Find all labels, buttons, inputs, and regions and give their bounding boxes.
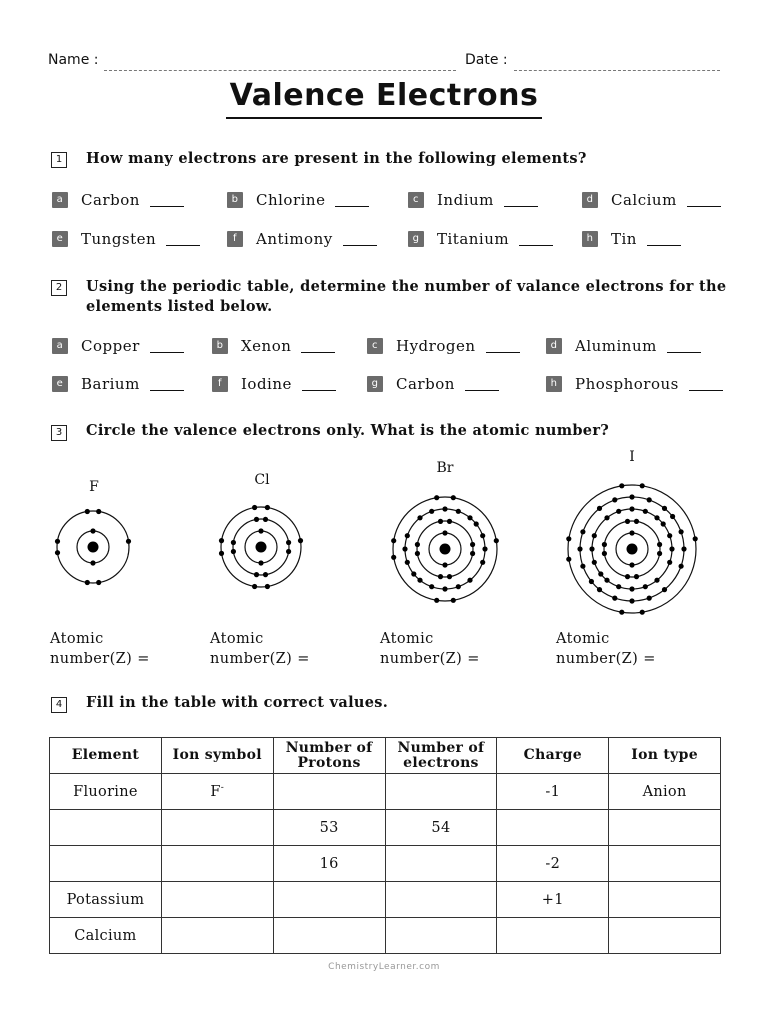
q2-item-g (367, 375, 499, 393)
question-4-number: 4 (51, 697, 67, 713)
nucleus (627, 544, 638, 555)
item-label: Carbon (396, 375, 455, 393)
header-element: Element (50, 738, 162, 774)
answer-blank[interactable] (647, 233, 681, 246)
electron[interactable] (616, 509, 621, 514)
header-ion-type: Ion type (609, 738, 721, 774)
electron[interactable] (480, 560, 485, 565)
badge: h (546, 376, 562, 392)
answer-blank[interactable] (150, 378, 184, 391)
electron[interactable] (90, 560, 95, 565)
item-label: Barium (81, 375, 140, 393)
q2-item-h (546, 375, 723, 393)
electron[interactable] (417, 578, 422, 583)
badge: a (52, 192, 68, 208)
answer-blank[interactable] (343, 233, 377, 246)
cell-ion-symbol[interactable] (161, 882, 273, 918)
cell-protons[interactable]: 53 (273, 810, 385, 846)
cell-element[interactable]: Potassium (50, 882, 162, 918)
nucleus (88, 542, 99, 553)
electron[interactable] (640, 610, 645, 615)
electron[interactable] (391, 538, 396, 543)
badge: c (367, 338, 383, 354)
electron[interactable] (629, 598, 634, 603)
badge: e (52, 376, 68, 392)
electron[interactable] (616, 584, 621, 589)
electron[interactable] (667, 560, 672, 565)
electron[interactable] (598, 571, 603, 576)
electron[interactable] (405, 560, 410, 565)
electron[interactable] (429, 509, 434, 514)
electron[interactable] (647, 497, 652, 502)
bohr-atom-cl (219, 505, 303, 589)
atom-cl-symbol: Cl (254, 472, 270, 488)
electron[interactable] (602, 551, 607, 556)
cell-electrons[interactable]: 54 (385, 810, 497, 846)
electron[interactable] (589, 546, 594, 551)
badge: f (212, 376, 228, 392)
badge: a (52, 338, 68, 354)
electron[interactable] (434, 495, 439, 500)
date-field[interactable] (514, 56, 720, 71)
answer-blank[interactable] (465, 378, 499, 391)
electron[interactable] (286, 540, 291, 545)
table-row (50, 810, 721, 846)
electron[interactable] (654, 515, 659, 520)
atomic-number-cl: Atomic number(Z) = (210, 631, 310, 667)
electron[interactable] (258, 528, 263, 533)
electron[interactable] (126, 539, 131, 544)
q1-item-h (582, 230, 681, 248)
cell-electrons[interactable] (385, 882, 497, 918)
electron[interactable] (405, 533, 410, 538)
q2-item-e (52, 375, 184, 393)
badge: e (52, 231, 68, 247)
electron[interactable] (654, 578, 659, 583)
nucleus (256, 542, 267, 553)
cell-ion-symbol[interactable] (161, 918, 273, 954)
electron[interactable] (612, 596, 617, 601)
electron[interactable] (597, 587, 602, 592)
table-row (50, 846, 721, 882)
answer-blank[interactable] (335, 194, 369, 207)
electron[interactable] (447, 574, 452, 579)
answer-blank[interactable] (687, 194, 721, 207)
electron[interactable] (254, 572, 259, 577)
electron[interactable] (286, 549, 291, 554)
electron[interactable] (55, 550, 60, 555)
atomic-number-br: Atomic number(Z) = (380, 631, 480, 667)
electron[interactable] (619, 610, 624, 615)
header-ion-symbol: Ion symbol (161, 738, 273, 774)
question-1-number: 1 (51, 152, 67, 168)
electron[interactable] (442, 562, 447, 567)
cell-ion-type[interactable] (609, 810, 721, 846)
electron[interactable] (679, 564, 684, 569)
cell-protons[interactable]: 16 (273, 846, 385, 882)
cell-element[interactable] (50, 846, 162, 882)
question-3-number: 3 (51, 425, 67, 441)
electron[interactable] (597, 506, 602, 511)
electron[interactable] (265, 584, 270, 589)
item-label: Aluminum (575, 337, 657, 355)
cell-protons[interactable] (273, 774, 385, 810)
item-label: Carbon (81, 191, 140, 209)
electron[interactable] (604, 515, 609, 520)
electron[interactable] (467, 578, 472, 583)
electron[interactable] (231, 540, 236, 545)
question-2-number: 2 (51, 280, 67, 296)
table-row (50, 882, 721, 918)
electron[interactable] (456, 584, 461, 589)
item-label: Xenon (241, 337, 292, 355)
question-1-text: How many electrons are present in the following elements? (86, 150, 587, 167)
footer-credit: ChemistryLearner.com (328, 962, 440, 972)
item-label: Hydrogen (396, 337, 476, 355)
electron[interactable] (258, 560, 263, 565)
electron[interactable] (470, 551, 475, 556)
electron[interactable] (693, 536, 698, 541)
date-label: Date : (465, 52, 508, 68)
q1-item-f (227, 230, 377, 248)
cell-protons[interactable] (273, 918, 385, 954)
atom-i-symbol: I (629, 449, 635, 465)
item-label: Tungsten (81, 230, 157, 248)
badge: g (367, 376, 383, 392)
electron[interactable] (647, 596, 652, 601)
electron[interactable] (90, 528, 95, 533)
electron[interactable] (470, 542, 475, 547)
electron[interactable] (442, 506, 447, 511)
electron[interactable] (451, 598, 456, 603)
electron[interactable] (402, 546, 407, 551)
electron[interactable] (625, 574, 630, 579)
answer-blank[interactable] (150, 340, 184, 353)
electron[interactable] (602, 542, 607, 547)
electron[interactable] (592, 560, 597, 565)
q2-item-d (546, 337, 701, 355)
bohr-atom-f (55, 509, 131, 585)
name-field[interactable] (104, 56, 456, 71)
cell-ion-type[interactable] (609, 882, 721, 918)
electron[interactable] (96, 509, 101, 514)
item-label: Phosphorous (575, 375, 679, 393)
electron[interactable] (494, 538, 499, 543)
electron[interactable] (482, 546, 487, 551)
badge: h (582, 231, 598, 247)
electron[interactable] (447, 519, 452, 524)
cell-charge[interactable]: +1 (497, 882, 609, 918)
electron[interactable] (415, 551, 420, 556)
answer-blank[interactable] (150, 194, 184, 207)
item-label: Copper (81, 337, 140, 355)
badge: d (582, 192, 598, 208)
q1-item-c (408, 191, 538, 209)
electron[interactable] (85, 509, 90, 514)
cell-electrons[interactable] (385, 846, 497, 882)
electron[interactable] (467, 515, 472, 520)
electron[interactable] (219, 538, 224, 543)
item-label: Indium (437, 191, 494, 209)
electron[interactable] (566, 557, 571, 562)
electron[interactable] (667, 533, 672, 538)
q1-item-e (52, 230, 200, 248)
electron[interactable] (438, 574, 443, 579)
header-electrons: Number of electrons (385, 738, 497, 774)
badge: b (227, 192, 243, 208)
electron[interactable] (480, 533, 485, 538)
electron[interactable] (634, 519, 639, 524)
electron[interactable] (612, 497, 617, 502)
cell-charge[interactable] (497, 918, 609, 954)
electron[interactable] (604, 578, 609, 583)
cell-electrons[interactable] (385, 918, 497, 954)
electron[interactable] (662, 506, 667, 511)
item-label: Titanium (437, 230, 510, 248)
question-4-text: Fill in the table with correct values. (86, 694, 389, 711)
atomic-number-i: Atomic number(Z) = (556, 631, 656, 667)
badge: b (212, 338, 228, 354)
electron[interactable] (456, 509, 461, 514)
answer-blank[interactable] (302, 378, 336, 391)
cell-ion-type[interactable]: Anion (609, 774, 721, 810)
cell-electrons[interactable] (385, 774, 497, 810)
electron[interactable] (657, 551, 662, 556)
electron[interactable] (577, 546, 582, 551)
electron[interactable] (442, 586, 447, 591)
electron[interactable] (411, 571, 416, 576)
electron[interactable] (429, 584, 434, 589)
electron[interactable] (640, 483, 645, 488)
electron[interactable] (417, 515, 422, 520)
item-label: Tin (611, 230, 637, 248)
electron[interactable] (681, 546, 686, 551)
electron[interactable] (643, 584, 648, 589)
badge: g (408, 231, 424, 247)
cell-element[interactable]: Calcium (50, 918, 162, 954)
electron[interactable] (263, 572, 268, 577)
electron[interactable] (252, 584, 257, 589)
answer-blank[interactable] (667, 340, 701, 353)
table-header-row (50, 738, 721, 774)
electron[interactable] (619, 483, 624, 488)
electron[interactable] (263, 517, 268, 522)
cell-ion-symbol[interactable]: F- (161, 774, 273, 810)
electron[interactable] (474, 521, 479, 526)
electron[interactable] (643, 509, 648, 514)
electron[interactable] (669, 546, 674, 551)
q2-item-c (367, 337, 520, 355)
cell-element[interactable] (50, 810, 162, 846)
cell-charge[interactable]: -1 (497, 774, 609, 810)
item-label: Calcium (611, 191, 677, 209)
answer-blank[interactable] (519, 233, 553, 246)
answer-blank[interactable] (504, 194, 538, 207)
cell-ion-symbol[interactable] (161, 846, 273, 882)
ion-table (49, 737, 721, 954)
electron[interactable] (629, 586, 634, 591)
answer-blank[interactable] (486, 340, 520, 353)
electron[interactable] (629, 506, 634, 511)
electron[interactable] (566, 536, 571, 541)
item-label: Iodine (241, 375, 292, 393)
nucleus (440, 544, 451, 555)
electron[interactable] (451, 495, 456, 500)
cell-ion-symbol[interactable] (161, 810, 273, 846)
electron[interactable] (434, 598, 439, 603)
page-title: Valence Electrons (0, 78, 768, 113)
electron[interactable] (592, 533, 597, 538)
electron[interactable] (85, 580, 90, 585)
badge: c (408, 192, 424, 208)
electron[interactable] (629, 562, 634, 567)
cell-element[interactable]: Fluorine (50, 774, 162, 810)
electron[interactable] (96, 580, 101, 585)
q1-item-a (52, 191, 184, 209)
cell-charge[interactable] (497, 810, 609, 846)
q2-item-a (52, 337, 184, 355)
cell-charge[interactable]: -2 (497, 846, 609, 882)
atom-br-symbol: Br (436, 460, 454, 476)
q2-item-f (212, 375, 336, 393)
electron[interactable] (670, 514, 675, 519)
electron[interactable] (231, 549, 236, 554)
question-2-line1: Using the periodic table, determine the number of valance electrons for the (86, 278, 727, 295)
electron[interactable] (254, 517, 259, 522)
bohr-atom-br (391, 495, 499, 603)
q1-item-g (408, 230, 553, 248)
cell-ion-type[interactable] (609, 846, 721, 882)
electron[interactable] (265, 505, 270, 510)
electron[interactable] (580, 529, 585, 534)
item-label: Chlorine (256, 191, 326, 209)
answer-blank[interactable] (166, 233, 200, 246)
electron[interactable] (415, 542, 420, 547)
electron[interactable] (438, 519, 443, 524)
electron[interactable] (580, 564, 585, 569)
question-3-text: Circle the valence electrons only. What is the atomic number? (86, 422, 610, 439)
electron[interactable] (391, 555, 396, 560)
electron[interactable] (662, 587, 667, 592)
electron[interactable] (679, 529, 684, 534)
electron[interactable] (657, 542, 662, 547)
q1-item-b (227, 191, 369, 209)
electron[interactable] (219, 551, 224, 556)
electron[interactable] (634, 574, 639, 579)
electron[interactable] (629, 530, 634, 535)
electron[interactable] (629, 494, 634, 499)
cell-protons[interactable] (273, 882, 385, 918)
electron[interactable] (55, 539, 60, 544)
q2-item-b (212, 337, 335, 355)
electron[interactable] (252, 505, 257, 510)
atomic-number-f: Atomic number(Z) = (50, 631, 150, 667)
electron[interactable] (442, 530, 447, 535)
electron[interactable] (625, 519, 630, 524)
header-protons: Number of Protons (273, 738, 385, 774)
cell-ion-type[interactable] (609, 918, 721, 954)
answer-blank[interactable] (301, 340, 335, 353)
header-charge: Charge (497, 738, 609, 774)
bohr-diagrams (0, 440, 768, 630)
table-row (50, 918, 721, 954)
name-label: Name : (48, 52, 99, 68)
electron[interactable] (661, 521, 666, 526)
badge: f (227, 231, 243, 247)
electron[interactable] (298, 538, 303, 543)
question-2-line2: elements listed below. (86, 298, 273, 315)
answer-blank[interactable] (689, 378, 723, 391)
bohr-atom-i (566, 483, 698, 615)
electron[interactable] (589, 579, 594, 584)
item-label: Antimony (256, 230, 333, 248)
table-row (50, 774, 721, 810)
atom-f-symbol: F (89, 479, 99, 495)
badge: d (546, 338, 562, 354)
q1-item-d (582, 191, 721, 209)
